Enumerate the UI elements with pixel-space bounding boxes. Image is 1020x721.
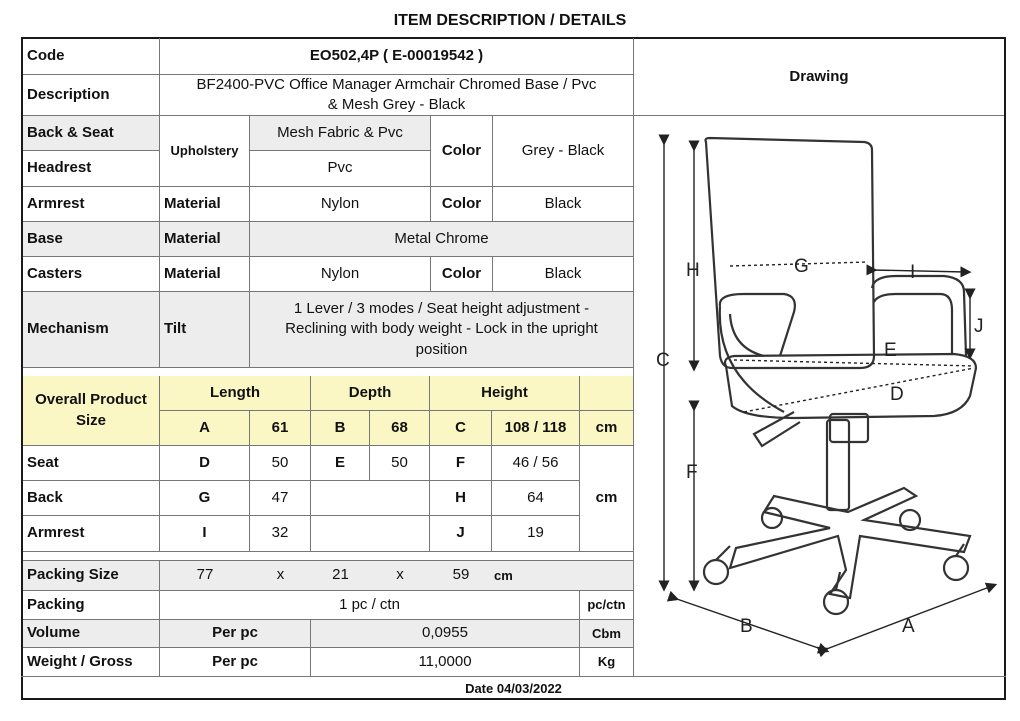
dim-label-a: A <box>902 616 915 637</box>
packing-x2: x <box>370 560 430 591</box>
dim-i-key: I <box>160 516 250 552</box>
back-label: Back <box>23 481 160 516</box>
dim-f-key: F <box>430 446 492 481</box>
overall-size-label <box>23 376 160 446</box>
dim-label-b: B <box>740 616 753 637</box>
volume-unit: Cbm <box>580 620 634 648</box>
dim-j-key: J <box>430 516 492 552</box>
headrest-label: Headrest <box>23 151 160 187</box>
armrest-material-label: Material <box>160 187 250 222</box>
dim-d-value: 50 <box>250 446 311 481</box>
armrest-empty <box>311 516 430 552</box>
caster-mounts <box>716 544 964 590</box>
dim-label-h: H <box>686 260 700 281</box>
mechanism-description <box>250 292 634 368</box>
weight-unit: Kg <box>580 648 634 676</box>
chair-drawing <box>634 116 1004 676</box>
dim-g-value: 47 <box>250 481 311 516</box>
casters-label: Casters <box>23 257 160 292</box>
description-label: Description <box>23 75 160 116</box>
caster-4 <box>944 556 968 580</box>
dim-e-value: 50 <box>370 446 430 481</box>
mechanism-label: Mechanism <box>23 292 160 368</box>
overall-unit: cm <box>580 411 634 446</box>
dim-d-key: D <box>160 446 250 481</box>
dim-line-e <box>734 360 974 366</box>
code-label: Code <box>23 38 160 75</box>
packing-label: Packing <box>23 591 160 620</box>
dim-label-f: F <box>686 462 698 483</box>
packing-size-label: Packing Size <box>23 560 160 591</box>
dim-line-d <box>744 368 974 412</box>
mechanism-line-2: Reclining with body weight - Lock in the upright <box>285 320 598 338</box>
length-header: Length <box>160 376 311 411</box>
dim-i-value: 32 <box>250 516 311 552</box>
packing-unit: pc/ctn <box>580 591 634 620</box>
casters-material-label: Material <box>160 257 250 292</box>
dim-h-value: 64 <box>492 481 580 516</box>
volume-label: Volume <box>23 620 160 648</box>
description-value <box>160 75 634 116</box>
mechanism-line-1: 1 Lever / 3 modes / Seat height adjustment - <box>293 300 590 318</box>
base-material-label: Material <box>160 222 250 257</box>
mechanism-type-label: Tilt <box>160 292 250 368</box>
dim-a-value: 61 <box>250 411 311 446</box>
description-line-1: BF2400-PVC Office Manager Armchair Chromed Base / Pvc <box>196 75 597 93</box>
dim-line-i <box>872 270 966 272</box>
chair-drawing-svg <box>634 116 1004 676</box>
headrest-material: Pvc <box>250 151 431 187</box>
chair-backrest <box>706 138 875 368</box>
volume-per: Per pc <box>160 620 311 648</box>
dim-e-key: E <box>311 446 370 481</box>
weight-label: Weight / Gross <box>23 648 160 676</box>
armrest-label: Armrest <box>23 187 160 222</box>
dim-h-key: H <box>430 481 492 516</box>
caster-3 <box>824 590 848 614</box>
upholstery-color-value: Grey - Black <box>493 116 634 187</box>
dim-label-c: C <box>656 350 670 371</box>
depth-header: Depth <box>311 376 430 411</box>
weight-value: 11,0000 <box>311 648 580 676</box>
dim-a-key: A <box>160 411 250 446</box>
description-line-2: & Mesh Grey - Black <box>327 96 466 113</box>
packing-value: 1 pc / ctn <box>160 591 580 620</box>
casters-color-label: Color <box>431 257 493 292</box>
dim-c-value: 108 / 118 <box>492 411 580 446</box>
back-seat-label: Back & Seat <box>23 116 160 151</box>
back-seat-material: Mesh Fabric & Pvc <box>250 116 431 151</box>
height-header: Height <box>430 376 580 411</box>
armrest-color-label: Color <box>431 187 493 222</box>
dim-f-value: 46 / 56 <box>492 446 580 481</box>
drawing-header: Drawing <box>634 38 1004 116</box>
dim-b-value: 68 <box>370 411 430 446</box>
dims-unit: cm <box>580 446 634 552</box>
overall-unit-header-blank <box>580 376 634 411</box>
packing-height: 59 <box>430 560 492 591</box>
dim-c-key: C <box>430 411 492 446</box>
base-label: Base <box>23 222 160 257</box>
weight-per: Per pc <box>160 648 311 676</box>
volume-value: 0,0955 <box>311 620 580 648</box>
caster-2 <box>704 560 728 584</box>
dim-label-e: E <box>884 340 897 361</box>
dim-g-key: G <box>160 481 250 516</box>
armrest-material: Nylon <box>250 187 431 222</box>
casters-material: Nylon <box>250 257 431 292</box>
upholstery-color-label: Color <box>431 116 493 187</box>
back-empty <box>311 481 430 516</box>
casters-color: Black <box>493 257 634 292</box>
packing-length: 77 <box>160 560 250 591</box>
packing-size-unit: cm <box>492 560 634 591</box>
packing-x1: x <box>250 560 311 591</box>
dim-label-g: G <box>794 256 809 277</box>
armrest-dims-label: Armrest <box>23 516 160 552</box>
packing-width: 21 <box>311 560 370 591</box>
document-date: Date 04/03/2022 <box>21 676 1006 700</box>
dim-label-d: D <box>890 384 904 405</box>
dim-b-key: B <box>311 411 370 446</box>
caster-1 <box>762 508 782 528</box>
dim-j-value: 19 <box>492 516 580 552</box>
base-material: Metal Chrome <box>250 222 634 257</box>
overall-size-label-line-2: Size <box>75 411 106 429</box>
overall-size-label-line-1: Overall Product <box>35 391 147 409</box>
dim-label-i: I <box>910 262 916 283</box>
code-value: EO502,4P ( E-00019542 ) <box>160 38 634 75</box>
armrest-color: Black <box>493 187 634 222</box>
dim-label-j: J <box>974 316 984 337</box>
mechanism-line-3: position <box>415 340 468 358</box>
seat-label: Seat <box>23 446 160 481</box>
upholstery-label: Upholstery <box>160 116 250 187</box>
page-title: ITEM DESCRIPTION / DETAILS <box>393 12 627 29</box>
